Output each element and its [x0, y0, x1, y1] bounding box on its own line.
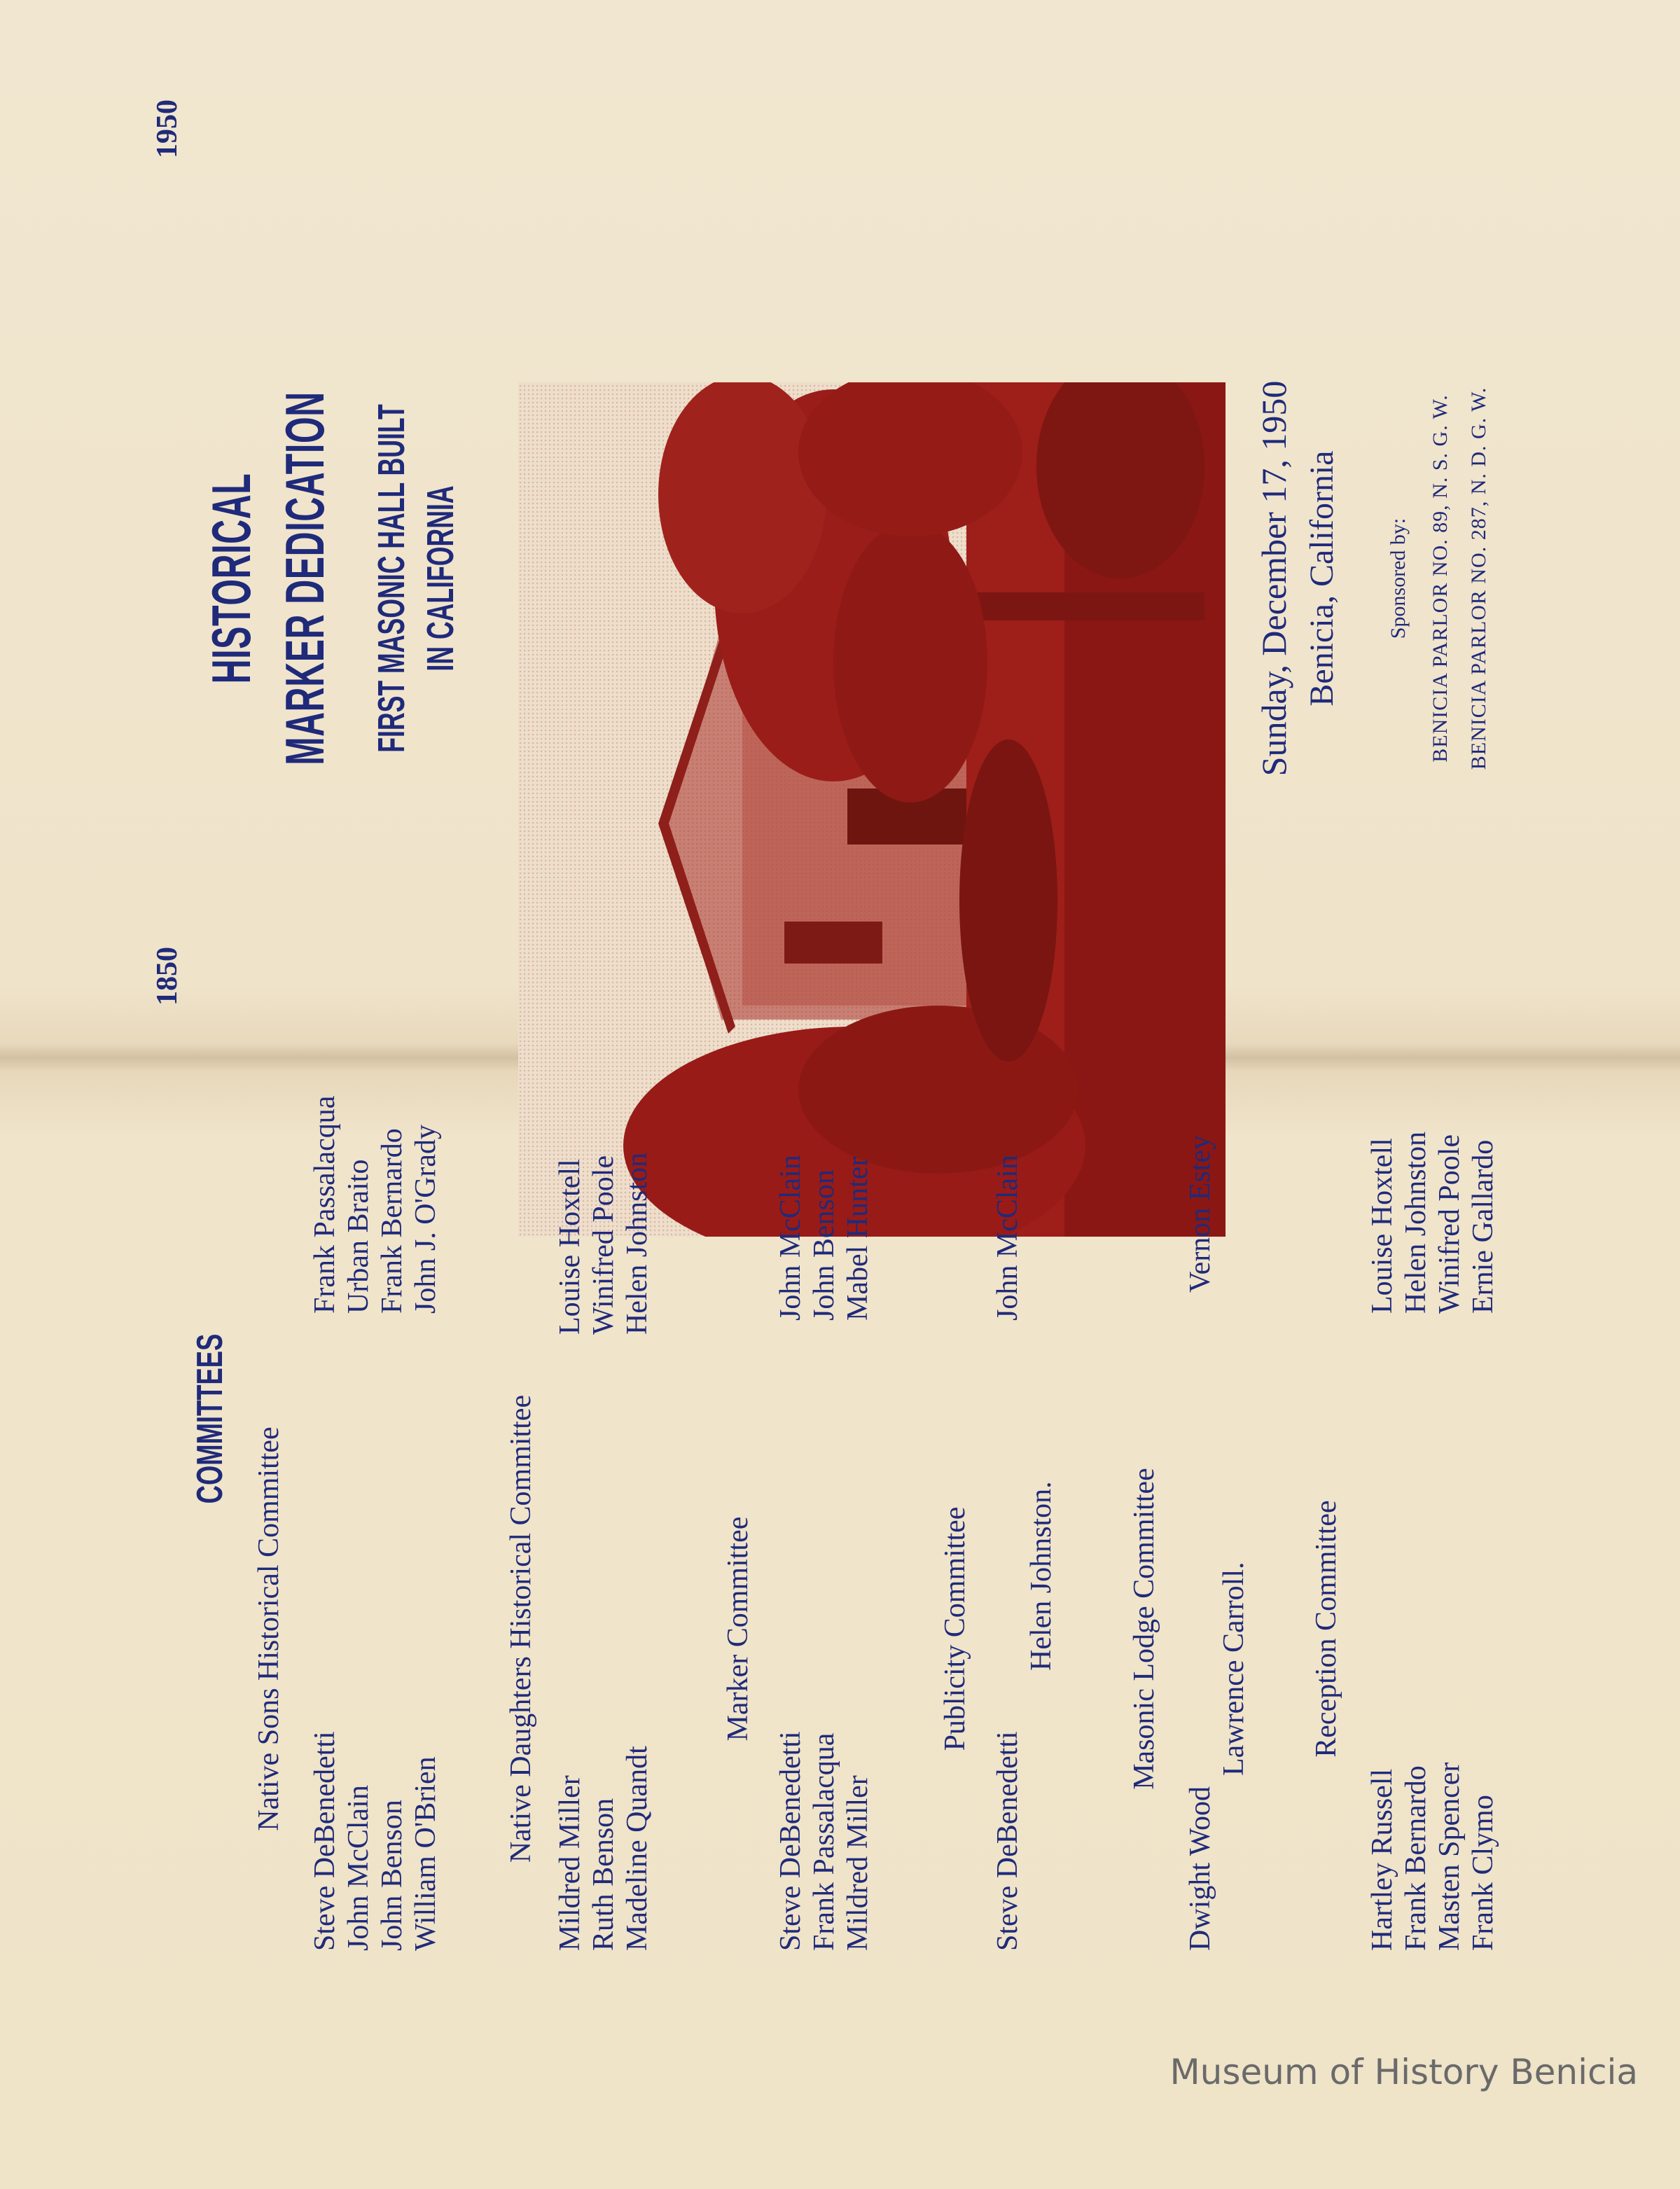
member-name: Dwight Wood	[1184, 1786, 1216, 1951]
member-name: Helen Johnston	[621, 1152, 653, 1335]
member-name: Vernon Estey	[1184, 1134, 1216, 1293]
member-name: John Benson	[376, 1800, 408, 1951]
member-name: John J. O'Grady	[410, 1124, 442, 1314]
member-name: Louise Hoxtell	[1366, 1138, 1398, 1314]
member-name: Frank Passalacqua	[808, 1732, 840, 1951]
committee-name: Native Sons Historical Committee	[253, 1426, 285, 1831]
committee-left-column	[553, 1746, 654, 1951]
member-name: Madeline Quandt	[621, 1746, 653, 1951]
event-place: Benicia, California	[1303, 450, 1340, 707]
sponsor-nsgw: BENICIA PARLOR NO. 89, N. S. G. W.	[1429, 394, 1452, 763]
committee-left-column	[308, 1731, 443, 1951]
masonic-hall-photo	[518, 382, 1226, 1237]
member-name: Frank Bernardo	[376, 1128, 408, 1314]
event-date: Sunday, December 17, 1950	[1254, 380, 1293, 777]
member-name: Steve DeBenedetti	[992, 1731, 1024, 1951]
member-name: Masten Spencer	[1433, 1762, 1466, 1951]
member-name: Frank Clymo	[1467, 1795, 1499, 1951]
member-name: William O'Brien	[410, 1756, 442, 1951]
member-name: Helen Johnston.	[1025, 1481, 1057, 1671]
member-name: Hartley Russell	[1366, 1768, 1398, 1951]
committee-name: Marker Committee	[722, 1516, 754, 1742]
member-name: Ernie Gallardo	[1467, 1139, 1499, 1314]
committee-left-column	[1366, 1763, 1500, 1951]
cover-title-line1: HISTORICAL	[200, 473, 262, 684]
committee-right-column	[1366, 1132, 1500, 1314]
member-name: Winifred Poole	[1433, 1134, 1466, 1314]
member-name: John McClain	[992, 1155, 1024, 1321]
member-name: Ruth Benson	[588, 1798, 620, 1951]
cover-title-line2: MARKER DEDICATION	[274, 391, 335, 765]
committee-name: Reception Committee	[1310, 1500, 1342, 1758]
year-1850: 1850	[151, 947, 183, 1006]
committee-right-column	[774, 1155, 875, 1321]
member-name: John McClain	[342, 1785, 375, 1951]
member-name: Urban Braito	[342, 1159, 375, 1314]
museum-watermark: Museum of History Benicia	[1169, 2052, 1638, 2092]
cover-subtitle-line1: FIRST MASONIC HALL BUILT	[370, 404, 412, 753]
member-name: Frank Passalacqua	[309, 1095, 341, 1314]
member-name: John Benson	[808, 1169, 840, 1321]
member-name: Helen Johnston	[1400, 1131, 1432, 1314]
committee-name: Publicity Committee	[939, 1506, 971, 1751]
member-name: Lawrence Carroll.	[1218, 1562, 1250, 1776]
member-name: Winifred Poole	[588, 1155, 620, 1335]
member-name: Mildred Miller	[554, 1775, 586, 1951]
member-name: Mildred Miller	[842, 1775, 874, 1951]
committee-name: Masonic Lodge Committee	[1128, 1468, 1160, 1790]
cover-subtitle-line2: IN CALIFORNIA	[419, 485, 461, 672]
committee-left-column	[774, 1731, 875, 1951]
member-name: Mabel Hunter	[842, 1156, 874, 1321]
sponsored-by-label: Sponsored by:	[1387, 517, 1410, 639]
member-name: Steve DeBenedetti	[309, 1731, 341, 1951]
committee-right-column	[553, 1153, 654, 1335]
member-name: John McClain	[775, 1155, 807, 1321]
member-name: Louise Hoxtell	[554, 1159, 586, 1335]
committees-heading: COMMITTEES	[190, 1333, 230, 1504]
year-1950: 1950	[151, 99, 183, 158]
member-name: Frank Bernardo	[1400, 1765, 1432, 1951]
member-name: Steve DeBenedetti	[775, 1731, 807, 1951]
sponsor-ndgw: BENICIA PARLOR NO. 287, N. D. G. W.	[1467, 387, 1490, 770]
committee-name: Native Daughters Historical Committee	[505, 1394, 537, 1863]
committee-right-column	[308, 1096, 443, 1314]
